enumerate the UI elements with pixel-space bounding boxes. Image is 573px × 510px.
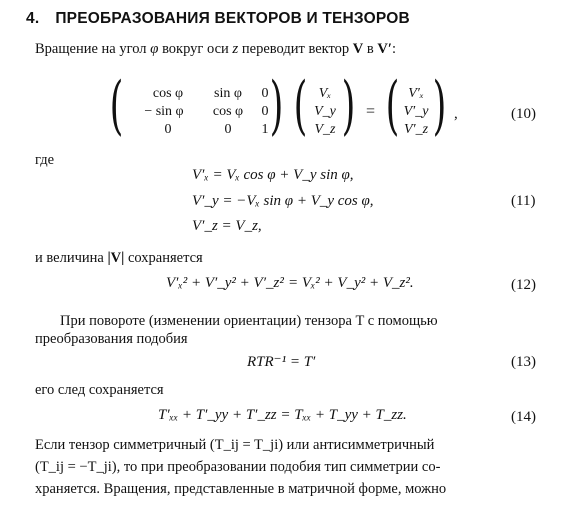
intro-text-d: в — [363, 41, 378, 57]
matrix-equals: = — [366, 103, 376, 120]
intro-sentence — [35, 41, 396, 58]
matrix-right-paren: ) — [269, 69, 284, 143]
eq12-lhs: V′ₓ² + V′_y² + V′_z² — [166, 275, 284, 291]
matrix-left-paren: ( — [109, 69, 124, 143]
intro-text-c: переводит вектор — [238, 41, 353, 57]
intro-vector-v: V — [352, 41, 364, 57]
matrix-cell: cos φ — [152, 86, 184, 101]
eq12-rhs: = Vₓ² + V_y² + V_z². — [288, 275, 414, 291]
magnitude-abs-v: |V| — [107, 250, 125, 266]
section-number: 4. — [26, 10, 40, 27]
matrix-cell: − sin φ — [144, 104, 184, 119]
matrix-cell: 0 — [164, 122, 172, 137]
vector-out-component: V′_z — [403, 122, 429, 137]
matrix-cell: 1 — [261, 122, 269, 137]
where-label: где — [35, 152, 55, 168]
vector-in-left-paren: ( — [293, 69, 308, 143]
intro-text-a: Вращение на угол — [35, 41, 151, 57]
tensor-para-line-1: При повороте (изменении ориентации) тензора T с помощью — [60, 313, 438, 329]
vector-out-right-paren: ) — [432, 69, 447, 143]
final-para-line-1: Если тензор симметричный (T_ij = T_ji) или антисимметричный — [35, 437, 435, 453]
intro-text-e: : — [391, 41, 396, 57]
eq11-line-2: V′_y = −Vₓ sin φ + V_y cos φ, — [192, 193, 374, 209]
final-para-line-2: (T_ij = −T_ji), то при преобразовании подобия тип симметрии со- — [35, 459, 441, 475]
section-title: ПРЕОБРАЗОВАНИЯ ВЕКТОРОВ И ТЕНЗОРОВ — [55, 10, 410, 27]
equation-number-11: (11) — [511, 193, 536, 209]
matrix-cell: 0 — [261, 104, 269, 119]
vector-in-component: Vₓ — [318, 86, 332, 101]
trace-sentence: его след сохраняется — [35, 382, 164, 398]
matrix-cell: cos φ — [212, 104, 244, 119]
final-para-line-3: храняется. Вращения, представленные в матричной форме, можно — [35, 481, 447, 497]
section-heading — [26, 10, 410, 28]
magnitude-text-c: сохраняется — [124, 250, 203, 266]
intro-phi: φ — [150, 41, 159, 57]
vector-in-component: V_z — [314, 122, 336, 137]
tensor-para-line-2: преобразования подобия — [35, 331, 188, 347]
intro-z: z — [232, 41, 239, 57]
magnitude-text-a: и величина — [35, 250, 108, 266]
matrix-comma: , — [454, 106, 458, 122]
vector-out-left-paren: ( — [385, 69, 400, 143]
eq11-line-1: V′ₓ = Vₓ cos φ + V_y sin φ, — [192, 167, 354, 183]
eq11-line-3: V′_z = V_z, — [192, 218, 262, 234]
eq13-expr: RTR⁻¹ = T′ — [247, 354, 316, 370]
equation-number-13: (13) — [511, 354, 536, 370]
vector-in-right-paren: ) — [341, 69, 356, 143]
matrix-cell: sin φ — [214, 86, 242, 101]
magnitude-sentence — [35, 250, 203, 267]
vector-out-component: V′ₓ — [408, 86, 424, 101]
matrix-cell: 0 — [224, 122, 232, 137]
equation-number-12: (12) — [511, 277, 536, 293]
equation-number-14: (14) — [511, 409, 536, 425]
vector-out-component: V′_y — [403, 104, 429, 119]
equation-number-10: (10) — [511, 106, 536, 122]
vector-in-component: V_y — [314, 104, 336, 119]
intro-text-b: вокруг оси — [158, 41, 233, 57]
matrix-cell: 0 — [261, 86, 269, 101]
eq14-expr: T′ₓₓ + T′_yy + T′_zz = Tₓₓ + T_yy + T_zz. — [158, 407, 407, 423]
intro-vector-vprime: V′ — [377, 41, 392, 57]
